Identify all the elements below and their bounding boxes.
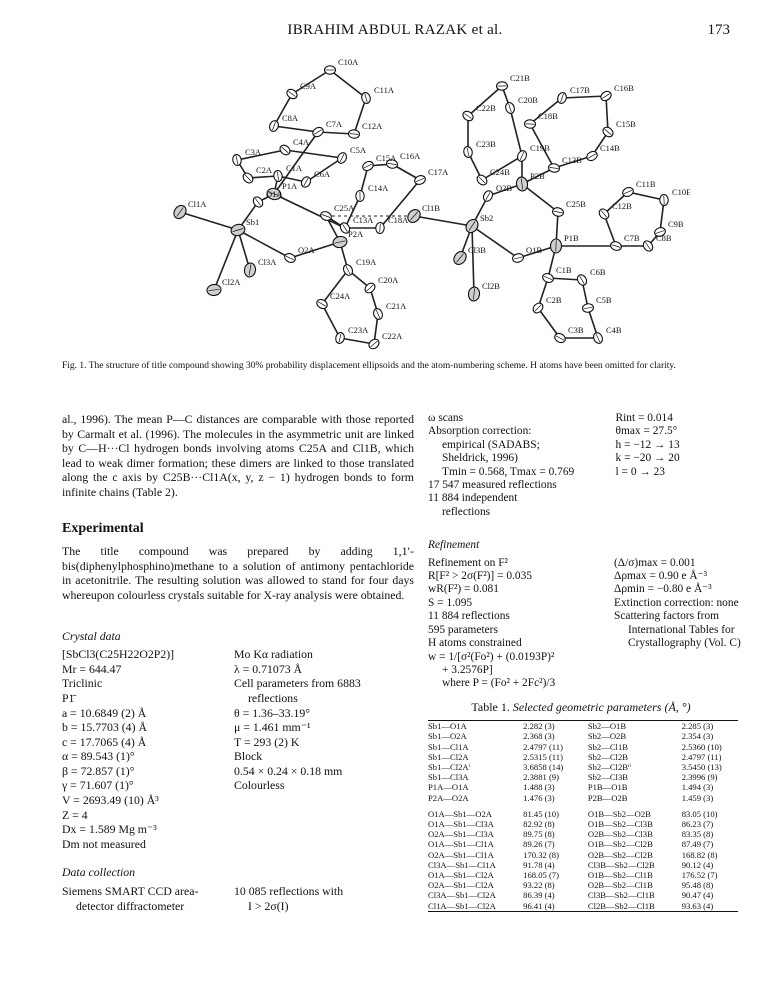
left-column <box>62 412 414 913</box>
atom-label: C10A <box>338 57 359 67</box>
refinement-line: International Tables for <box>628 623 735 636</box>
ortep-diagram <box>130 52 690 352</box>
refinement-line: Crystallography (Vol. C) <box>628 637 741 650</box>
table-cell: 2.4797 (11) <box>523 741 563 752</box>
table-cell: 1.494 (3) <box>681 782 714 793</box>
collection-line: Tmin = 0.568, Tmax = 0.769 <box>442 465 575 478</box>
collection-cont-right <box>616 412 734 519</box>
table-cell: 83.05 (10) <box>681 808 718 819</box>
table-cell: Sb1—Cl1A <box>428 741 469 752</box>
atom-label: C19A <box>356 257 377 267</box>
atom-label: Sb1 <box>246 217 260 227</box>
atom-label: Sb2 <box>480 213 494 223</box>
table-cell: 90.12 (4) <box>681 859 714 870</box>
atom-label: C1A <box>286 163 303 173</box>
atom-label: C18B <box>538 111 558 121</box>
collection-line: Rint = 0.014 <box>615 412 673 424</box>
atom-label: O1A <box>266 189 283 199</box>
atom-label: C22A <box>382 331 403 341</box>
table-cell: 82.92 (8) <box>523 818 555 829</box>
table-cell: O1A—Sb1—Cl1A <box>428 839 494 850</box>
refinement-line: 595 parameters <box>428 623 498 636</box>
atom-label: C8B <box>656 233 672 243</box>
bond-line <box>330 70 366 98</box>
atom-label: C21B <box>510 73 530 83</box>
refinement-line: + 3.2576P] <box>442 663 493 676</box>
table-cell: Cl3A—Sb1—Cl1A <box>428 859 496 870</box>
table-cell: 3.6858 (14) <box>523 761 564 772</box>
table-number: Table 1. <box>471 699 510 714</box>
atom-label: C18A <box>388 215 409 225</box>
collection-line: 17 547 measured reflections <box>428 479 557 492</box>
table-cell: 81.45 (10) <box>523 808 559 819</box>
table-row <box>428 742 738 752</box>
table-cell: Cl3B—Sb2—Cl1B <box>587 890 655 901</box>
atom-label: P1A <box>282 181 298 191</box>
crystal-data-line: Block <box>234 749 263 764</box>
collection-line: h = −12 → 13 <box>615 438 680 451</box>
collection-line: ω scans <box>428 412 464 424</box>
crystal-data-line: Cell parameters from 6883 <box>234 676 361 691</box>
table-cell: Sb2—Cl2Bⁱⁱ <box>587 761 632 772</box>
atom-label: C9B <box>668 219 684 229</box>
crystal-data-left <box>62 647 234 851</box>
bond-line <box>414 216 472 226</box>
refinement-line: R[F² > 2σ(F²)] = 0.035 <box>428 570 532 583</box>
crystal-data-block <box>62 647 414 851</box>
atom-label: C15A <box>376 153 397 163</box>
table-row <box>428 731 738 741</box>
refinement-line: (Δ/σ)max = 0.001 <box>614 556 696 569</box>
table-row <box>428 880 738 890</box>
crystal-data-line: μ = 1.461 mm⁻¹ <box>234 720 311 735</box>
crystal-data-line: Mo Kα radiation <box>234 647 313 662</box>
table-cell: 170.32 (8) <box>523 849 559 860</box>
crystal-data-line: c = 17.7065 (4) Å <box>62 734 147 749</box>
table-row <box>428 860 738 870</box>
table-row <box>428 782 738 792</box>
table-cell: 87.49 (7) <box>681 839 714 850</box>
atom-label: C11B <box>636 179 656 189</box>
table-cell: 90.47 (4) <box>681 890 714 901</box>
table-cell: Sb1—O1A <box>428 721 467 732</box>
collection-line: Sheldrick, 1996) <box>442 452 518 465</box>
table-row <box>428 850 738 860</box>
data-collection-line: I > 2σ(I) <box>248 898 289 913</box>
table-cell: 168.05 (7) <box>523 869 559 880</box>
atom-label: O1B <box>526 245 543 255</box>
atom-label: C3B <box>568 325 584 335</box>
collection-line: 11 884 independent <box>428 492 518 505</box>
table-cell: O2A—Sb1—Cl3A <box>428 829 494 840</box>
table-row <box>428 870 738 880</box>
atom-label: C13B <box>562 155 582 165</box>
crystal-data-line: β = 72.857 (1)° <box>62 763 135 778</box>
table-row <box>428 793 738 803</box>
crystal-data-line: α = 89.543 (1)° <box>62 749 135 764</box>
atom-label: C20A <box>378 275 399 285</box>
crystal-data-line: 0.54 × 0.24 × 0.18 mm <box>234 763 343 778</box>
atom-label: C19B <box>530 143 550 153</box>
table-cell: 89.75 (8) <box>523 829 555 840</box>
atom-label: C20B <box>518 95 538 105</box>
table-cell: P2A—O2A <box>428 792 469 803</box>
atom-label: C23A <box>348 325 369 335</box>
collection-line: empirical (SADABS; <box>442 438 540 451</box>
bond-line <box>472 226 474 294</box>
atom-label: C14A <box>368 183 389 193</box>
bond-line <box>322 304 340 338</box>
refinement-line: Scattering factors from <box>614 610 720 623</box>
collection-line: k = −20 → 20 <box>615 452 680 465</box>
bond-line <box>274 126 318 132</box>
atom-label: C3A <box>245 147 262 157</box>
table-cell: 89.26 (7) <box>523 839 555 850</box>
table-cell: O1B—Sb2—Cl3B <box>587 818 653 829</box>
atom-label: Cl3B <box>468 245 486 255</box>
atom-label: C12B <box>612 201 632 211</box>
table-cell: 2.4797 (11) <box>681 751 722 762</box>
table-cell: 3.5450 (13) <box>681 761 722 772</box>
atom-label: C12A <box>362 121 383 131</box>
data-collection-line: 10 085 reflections with <box>234 884 344 899</box>
crystal-data-line: Mr = 644.47 <box>62 661 122 676</box>
experimental-heading: Experimental <box>62 520 144 536</box>
bond-line <box>510 108 522 156</box>
atom-label: C17A <box>428 167 449 177</box>
crystal-data-line: γ = 71.607 (1)° <box>62 778 134 793</box>
atom-label: C7A <box>326 119 343 129</box>
table-cell: P2B—O2B <box>587 792 628 803</box>
refinement-left <box>428 557 614 691</box>
crystal-data-heading: Crystal data <box>62 628 121 643</box>
crystal-data-line: T = 293 (2) K <box>234 734 300 749</box>
atom-label: C22B <box>476 103 496 113</box>
table-caption: Selected geometric parameters (Å, °) <box>512 699 691 714</box>
bond-line <box>522 184 558 212</box>
collection-cont-left <box>428 412 616 519</box>
running-title: IBRAHIM ABDUL RAZAK et al. <box>287 22 503 38</box>
table-cell: 83.35 (8) <box>681 829 714 840</box>
collection-line: reflections <box>442 505 491 518</box>
table-row <box>428 762 738 772</box>
atom-label: C5A <box>350 145 367 155</box>
table-cell: O1B—Sb2—Cl1B <box>587 869 653 880</box>
table-cell: 2.354 (3) <box>681 731 714 742</box>
refinement-heading: Refinement <box>428 539 480 552</box>
crystal-data-right <box>234 647 414 851</box>
table-cell: O2B—Sb2—Cl3B <box>587 829 653 840</box>
page-number: 173 <box>707 22 730 38</box>
crystal-data-line: Z = 4 <box>62 807 88 822</box>
atom-label: C6B <box>590 267 606 277</box>
data-collection-line: Siemens SMART CCD area- <box>62 884 199 899</box>
crystal-data-line: V = 2693.49 (10) Å³ <box>62 793 159 808</box>
table-cell: Cl3B—Sb2—Cl2B <box>587 859 655 870</box>
atom-label: C4A <box>293 137 310 147</box>
collection-line: Absorption correction: <box>428 425 532 438</box>
table-cell: 176.52 (7) <box>681 869 718 880</box>
table-cell: Cl1A—Sb1—Cl2A <box>428 900 496 911</box>
table-row <box>428 901 738 912</box>
running-head <box>60 22 730 42</box>
table-cell: O2B—Sb2—Cl1B <box>587 880 653 891</box>
bond-line <box>562 96 606 98</box>
atom-label: C17B <box>570 85 590 95</box>
data-collection-line: detector diffractometer <box>76 898 185 913</box>
table-cell: 91.78 (4) <box>523 859 555 870</box>
refinement-line: 11 884 reflections <box>428 610 510 623</box>
crystal-data-line: [SbCl3(C25H22O2P2)] <box>62 647 175 662</box>
table-cell: 2.285 (3) <box>681 721 714 732</box>
table-cell: Sb1—O2A <box>428 731 467 742</box>
table-row <box>428 772 738 782</box>
table-cell: 2.282 (3) <box>523 721 555 732</box>
table-cell: 2.3881 (9) <box>523 772 559 783</box>
table-cell: 95.48 (8) <box>681 880 714 891</box>
bond-line <box>628 192 664 200</box>
refinement-line: wR(F²) = 0.081 <box>428 583 499 596</box>
table-cell: O2B—Sb2—Cl2B <box>587 849 653 860</box>
atom-label: C25A <box>334 203 355 213</box>
atom-label: Cl2B <box>482 281 500 291</box>
atom-label: C14B <box>600 143 620 153</box>
structure-figure <box>130 52 690 352</box>
atom-label: C8A <box>282 113 299 123</box>
atom-label: C4B <box>606 325 622 335</box>
table-cell: 2.368 (3) <box>523 731 555 742</box>
refinement-line: Extinction correction: none <box>614 596 739 609</box>
table-row <box>428 752 738 762</box>
bond-line <box>606 96 608 132</box>
table-cell: O1B—Sb2—O2B <box>587 808 651 819</box>
table-cell: O1A—Sb1—Cl2A <box>428 869 494 880</box>
collection-cont-block <box>428 412 734 519</box>
atom-label: C25B <box>566 199 586 209</box>
table-cell: 86.23 (7) <box>681 818 714 829</box>
figure-caption: Fig. 1. The structure of title compound showing 30% probability displacement ellipsoids and the atom-numbering scheme. H atoms have been omitted for clarity. <box>62 361 676 371</box>
table-row <box>428 890 738 900</box>
crystal-data-line: b = 15.7703 (4) Å <box>62 720 147 735</box>
crystal-data-line: λ = 0.71073 Å <box>234 661 303 676</box>
table-cell: Sb2—Cl2B <box>587 751 628 762</box>
bond-line <box>180 212 238 230</box>
table-row <box>428 829 738 839</box>
atom-label: O2A <box>298 245 315 255</box>
atom-label: Cl1A <box>188 199 207 209</box>
refinement-line: where P = (Fo² + 2Fc²)/3 <box>442 677 556 690</box>
atom-label: C23B <box>476 139 496 149</box>
table-cell: O1B—Sb2—Cl2B <box>587 839 653 850</box>
data-collection-left <box>62 884 234 913</box>
atom-label: O2B <box>496 183 513 193</box>
atom-label: C15B <box>616 119 636 129</box>
table-cell: Cl3A—Sb1—Cl2A <box>428 890 496 901</box>
table-cell: Sb2—O2B <box>587 731 627 742</box>
refinement-right <box>614 556 741 691</box>
collection-line: l = 0 → 23 <box>615 465 666 478</box>
atom-label: C24A <box>330 291 351 301</box>
table-cell: O1A—Sb1—Cl3A <box>428 818 494 829</box>
atom-label: C7B <box>624 233 640 243</box>
atom-label: C11A <box>374 85 394 95</box>
table-cell: 1.476 (3) <box>523 792 555 803</box>
table-cell: Sb2—Cl1B <box>587 741 628 752</box>
table-cell: 2.5315 (11) <box>523 751 563 762</box>
table-cell: 2.3996 (9) <box>681 772 718 783</box>
refinement-line: w = 1/[σ²(Fo²) + (0.0193P)² <box>428 650 555 663</box>
table-cell: O2A—Sb1—Cl1A <box>428 849 494 860</box>
table-cell: 96.41 (4) <box>523 900 555 911</box>
refinement-line: Δρmin = −0.80 e Å⁻³ <box>614 583 712 596</box>
table-cell: O2A—Sb1—Cl2A <box>428 880 494 891</box>
experimental-paragraph: The title compound was prepared by adding 1,1′-bis(diphenylphosphino)methane to a solution of antimony pentachloride in acetonitrile. The resulting solution was allowed to stand for four days whereupon colourless crystals suitable for X-ray analysis were obtained. <box>62 544 414 602</box>
table-cell: 86.39 (4) <box>523 890 555 901</box>
table-cell: Sb1—Cl2A <box>428 751 469 762</box>
crystal-data-line: a = 10.6849 (2) Å <box>62 705 147 720</box>
refinement-line: S = 1.095 <box>428 596 473 609</box>
data-collection-heading: Data collection <box>62 865 136 880</box>
right-column <box>428 412 741 912</box>
table-cell: Cl2B—Sb2—Cl1B <box>587 900 655 911</box>
table-cell: 168.82 (8) <box>681 849 718 860</box>
geometry-table <box>428 720 738 912</box>
data-collection-right <box>234 884 414 913</box>
refinement-block <box>428 556 741 691</box>
atom-label: P2A <box>348 229 364 239</box>
atom-label: C6A <box>314 169 331 179</box>
atom-label: Cl1B <box>422 203 440 213</box>
atom-label: Cl3A <box>258 257 277 267</box>
bond-line <box>285 150 342 158</box>
crystal-data-line: Dx = 1.589 Mg m⁻³ <box>62 822 157 837</box>
crystal-data-line: P1̄ <box>62 690 75 705</box>
table-cell: Sb2—O1B <box>587 721 627 732</box>
refinement-line: H atoms constrained <box>428 637 522 650</box>
atom-label: C2B <box>546 295 562 305</box>
atom-label: P1B <box>564 233 579 243</box>
table-row <box>428 809 738 819</box>
table-cell: P1B—O1B <box>587 782 628 793</box>
atom-label: C1B <box>556 265 572 275</box>
atom-label: C10B <box>672 187 690 197</box>
table-cell: Sb1—Cl3A <box>428 772 469 783</box>
table-cell: 93.63 (4) <box>681 900 714 911</box>
crystal-data-line: reflections <box>248 690 298 705</box>
table-cell: 2.5360 (10) <box>681 741 722 752</box>
refinement-line: Δρmax = 0.90 e Å⁻³ <box>614 570 708 583</box>
table-cell: Sb1—Cl2Aⁱ <box>428 761 471 772</box>
data-collection-block <box>62 884 414 913</box>
table-row <box>428 839 738 849</box>
atom-label: C5B <box>596 295 612 305</box>
table-row <box>428 819 738 829</box>
table-cell: 1.459 (3) <box>681 792 714 803</box>
intro-paragraph: al., 1996). The mean P—C distances are comparable with those reported by Carmalt et al. (1996). The molecules in the asymmetric unit are linked by C—H···Cl hydrogen bonds involving atoms C25A and Cl1B, which lead to weak dimer formation; these dimers are linked to those translated along the c axis by C25B···Cl1A(x, y, z − 1) hydrogen bonds to form infinite chains (Table 2). <box>62 412 414 499</box>
atom-label: P2B <box>530 171 545 181</box>
atom-label: Cl2A <box>222 277 241 287</box>
atom-label: C13A <box>353 215 374 225</box>
table-cell: P1A—O1A <box>428 782 469 793</box>
collection-line: θmax = 27.5° <box>615 425 678 438</box>
table-cell: Sb2—Cl3B <box>587 772 628 783</box>
atom-label: C16B <box>614 83 634 93</box>
table-row <box>428 721 738 732</box>
atom-label: C16A <box>400 151 421 161</box>
atom-label: C24B <box>490 167 510 177</box>
crystal-data-line: θ = 1.36–33.19° <box>234 705 311 720</box>
table-title <box>428 701 734 714</box>
atom-label: C9A <box>300 81 317 91</box>
table-cell: 93.22 (8) <box>523 880 555 891</box>
crystal-data-line: Colourless <box>234 778 285 793</box>
crystal-data-line: Dm not measured <box>62 836 146 851</box>
atom-label: C2A <box>256 165 273 175</box>
table-cell: 1.488 (3) <box>523 782 555 793</box>
refinement-line: Refinement on F² <box>428 556 508 569</box>
table-cell: O1A—Sb1—O2A <box>428 808 492 819</box>
crystal-data-line: Triclinic <box>62 676 103 691</box>
atom-label: C21A <box>386 301 407 311</box>
